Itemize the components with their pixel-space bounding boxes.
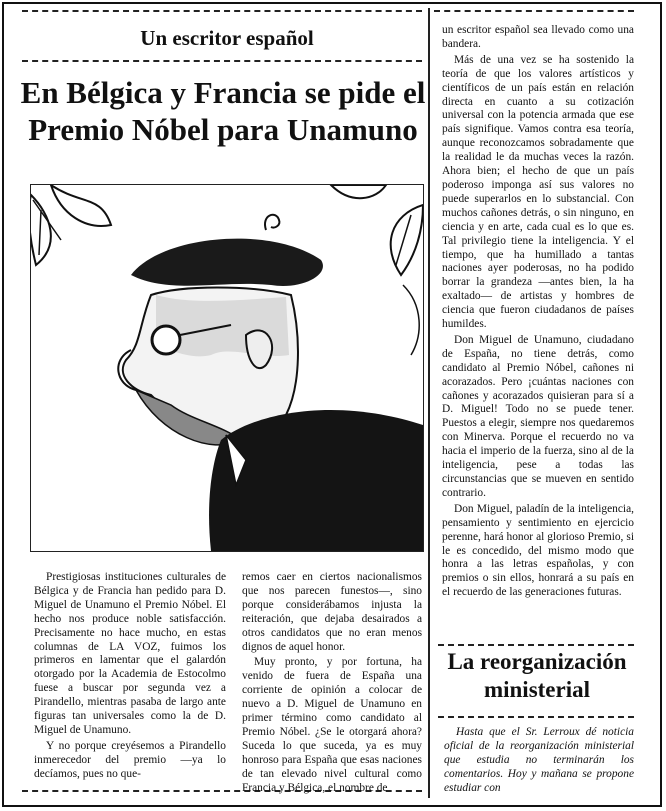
paragraph: remos caer en ciertos nacionalismos que nos parecen funestos—, sino porque considerábamos injusta la reiteración, que dejaba desairados a otros candidatos que no eran menos dignos de aquel honor. <box>242 571 422 653</box>
paragraph: Don Miguel de Unamuno, ciudadano de España, no tiene detrás, como candidato al Premio Nóbel, cañones ni acorazados. Pero ¡cuántas naciones con cañones y acorazados quisieran para sí a D. Miguel! Todo no se puede tener. Puestos a elegir, siempre nos quedaremos con Minerva. Porque el recuerdo no va hacia el imperio de la fuerza, sino al de la inteligencia, pese a todas las circunstancias que se mueven en sentido contrario. <box>442 333 634 499</box>
paragraph: Muy pronto, y por fortuna, ha venido de fuera de España una corriente de opinión a colocar de nuevo a D. Miguel de Unamuno en primer término como candidato al Premio Nóbel. ¿Se le otorgará ahora? Suceda lo que suceda, ya es muy honroso para España que esas naciones de tan elevado nivel cultural como Francia y Bélgica, el nombre de <box>242 656 422 794</box>
article-column-1 <box>34 571 226 782</box>
top-ornament-right <box>434 10 634 18</box>
unamuno-caricature-illustration <box>30 184 424 552</box>
main-headline: En Bélgica y Francia se pide el Premio Nóbel para Unamuno <box>20 75 426 147</box>
article-column-3 <box>442 24 634 600</box>
kicker: Un escritor español <box>140 26 314 50</box>
paragraph: Más de una vez se ha sostenido la teoría de que los valores artísticos y científicos de un país están en relación directa en cuanto a su cotización universal con la potencia armada que ese país signifique. Vamos contra esa teoría, aunque reconozcamos sobradamente que la realidad le da muchas veces la razón. Ahora bien; el hecho de que un país poderoso imponga así sus valores no puede superarlos en lo substancial. Con muchos cañones detrás, o sin ninguno, en ciencia y en arte, cada cual es lo que es. Tal privilegio tiene la inteligencia. Y el tiempo, que ha humillado a tantas naciones ayer poderosas, no ha podido borrar la grandeza —antes bien, la ha exaltado— de artistas y hombres de ciencia que fueron ciudadanos de países humildes. <box>442 53 634 331</box>
second-article-divider <box>438 716 634 724</box>
paragraph: Y no porque creyésemos a Pirandello inmerecedor del premio —ya lo decíamos, pues no que- <box>34 739 226 780</box>
top-ornament-left <box>22 10 422 18</box>
paragraph: Don Miguel, paladín de la inteligencia, pensamiento y sentimiento en ejercicio perenne, hará honor al glorioso Premio, si le es concedido, del mismo modo que honra a las letras españolas, y con premios o sin ellos, honrará a su país en el recuerdo de las generaciones futuras. <box>442 502 634 599</box>
article-column-2 <box>242 571 422 796</box>
column-rule <box>428 8 430 798</box>
second-article-headline: La reorganización ministerial <box>447 649 627 702</box>
kicker-divider <box>22 60 422 68</box>
second-article-lede: Hasta que el Sr. Lerroux dé noticia oficial de la reorganización ministerial que estudia no terminarán los comentarios. Hoy y mañana se propone estudiar con <box>444 726 634 794</box>
caricature-drawing <box>31 185 423 551</box>
paragraph: un escritor español sea llevado como una bandera. <box>442 24 634 50</box>
paragraph: Prestigiosas instituciones culturales de Bélgica y de Francia han pedido para D. Miguel de Unamuno el Premio Nóbel. El hecho nos produce noble satisfacción. Precisamente no hace mucho, en estas columnas de LA VOZ, fuimos los primeros en lamentar que el galardón otorgado por la Academia de Estocolmo fuese a buscar por segunda vez a Pirandello, mientras pasaba de largo ante figuras tan universales como la de D. Miguel de Unamuno. <box>34 571 226 736</box>
